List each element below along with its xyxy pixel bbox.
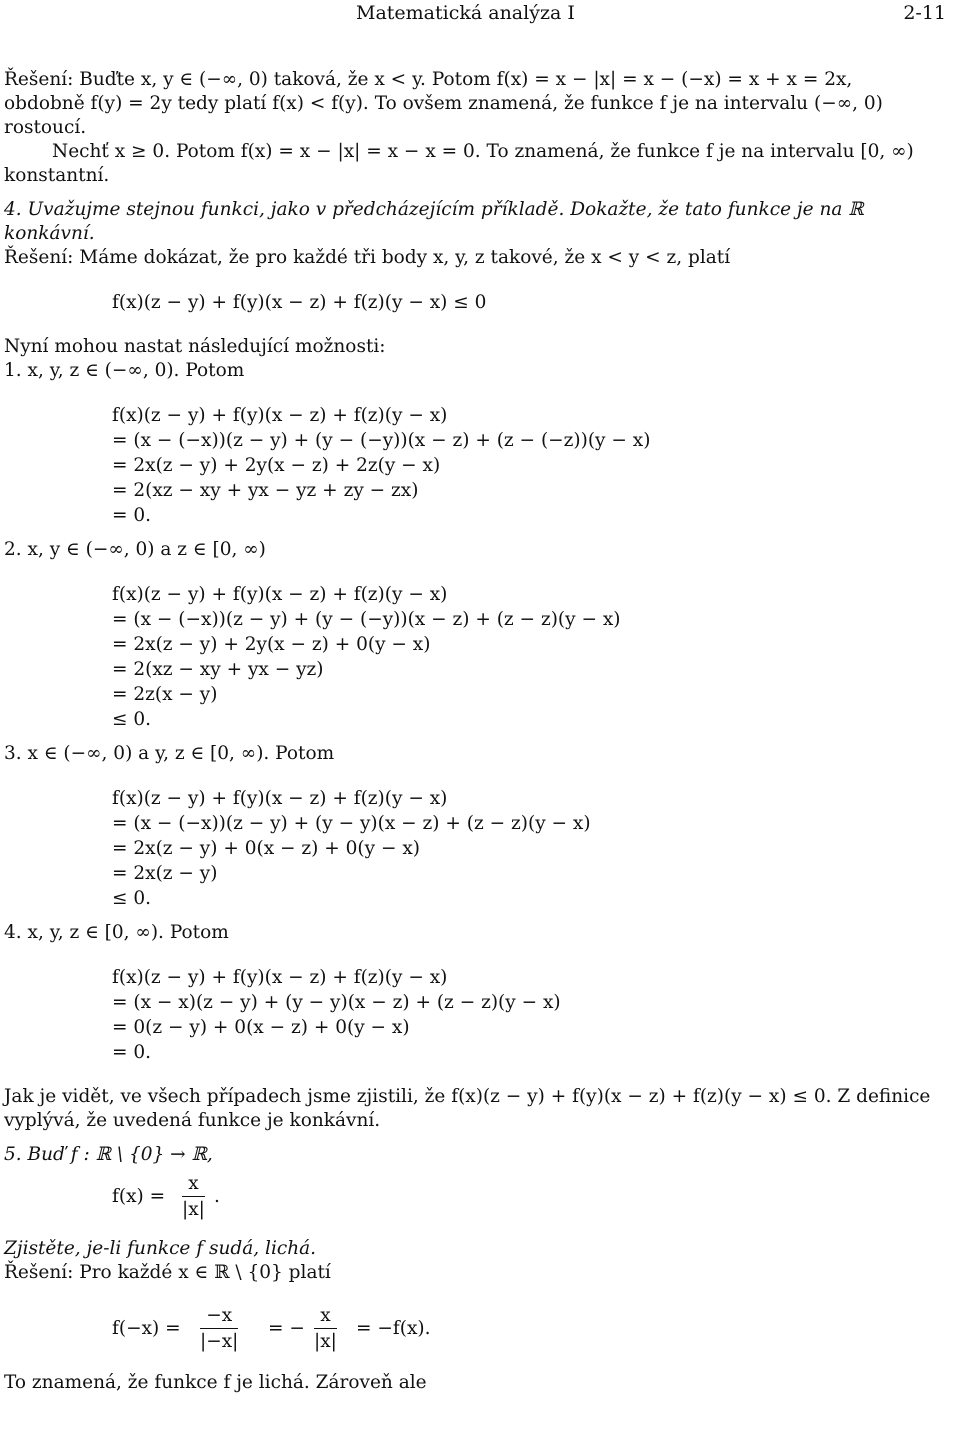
equation-lhs: f(−x) =: [112, 1318, 181, 1339]
definition-period: .: [214, 1186, 220, 1207]
case-2-derivation-line: ≤ 0.: [112, 709, 152, 730]
case-3-title: 3. x ∈ (−∞, 0) a y, z ∈ [0, ∞). Potom: [4, 743, 335, 764]
fraction-denominator: |−x|: [200, 1331, 239, 1352]
case-1-derivation-line: = 2x(z − y) + 2y(x − z) + 2z(y − x): [112, 455, 441, 476]
exercise-5-question: Zjistěte, je-li funkce f sudá, lichá.: [4, 1238, 317, 1259]
final-line: To znamená, že funkce f je lichá. Zároveň ale: [4, 1372, 427, 1393]
equation-fraction-2: [314, 1305, 337, 1354]
exercise-4-inequality: f(x)(z − y) + f(y)(x − z) + f(z)(y − x) ≤ 0: [112, 292, 487, 313]
case-3-derivation-line: = 2x(z − y) + 0(x − z) + 0(y − x): [112, 838, 421, 859]
case-1-derivation-line: = (x − (−x))(z − y) + (y − (−y))(x − z) + (z − (−z))(y − x): [112, 430, 651, 451]
exercise-4-solution-intro: Řešení: Máme dokázat, že pro každé tři body x, y, z takové, že x < y < z, platí: [4, 247, 731, 268]
case-2-derivation-line: = 2(xz − xy + yx − yz): [112, 659, 324, 680]
case-1-derivation-line: f(x)(z − y) + f(y)(x − z) + f(z)(y − x): [112, 405, 448, 426]
case-3-derivation-line: ≤ 0.: [112, 888, 152, 909]
exercise-4-task: 4. Uvažujme stejnou funkci, jako v předcházejícím příkladě. Dokažte, že tato funkce je na ℝ konkávní.: [4, 199, 864, 244]
conclusion-line: Jak je vidět, ve všech případech jsme zjistili, že f(x)(z − y) + f(y)(x − z) + f(z)(y − x) ≤ 0. Z definice: [4, 1086, 931, 1107]
exercise-5-task: 5. Buď f : ℝ \ {0} → ℝ,: [4, 1144, 213, 1165]
equation-middle: = −: [268, 1318, 305, 1339]
case-1-title: 1. x, y, z ∈ (−∞, 0). Potom: [4, 360, 245, 381]
conclusion-line: vyplývá, že uvedená funkce je konkávní.: [4, 1110, 381, 1131]
solution-paragraph-line: rostoucí.: [4, 117, 87, 138]
running-header-title: Matematická analýza I: [356, 2, 575, 24]
equation-fraction-1: [200, 1305, 238, 1354]
case-2-derivation-line: = (x − (−x))(z − y) + (y − (−y))(x − z) + (z − z)(y − x): [112, 609, 621, 630]
case-2-derivation-line: = 2z(x − y): [112, 684, 218, 705]
case-3-derivation-line: = 2x(z − y): [112, 863, 218, 884]
case-3-derivation-line: = (x − (−x))(z − y) + (y − y)(x − z) + (z − z)(y − x): [112, 813, 591, 834]
case-2-derivation-line: f(x)(z − y) + f(y)(x − z) + f(z)(y − x): [112, 584, 448, 605]
case-4-title: 4. x, y, z ∈ [0, ∞). Potom: [4, 922, 229, 943]
page-number: 2-11: [903, 2, 946, 24]
case-3-derivation-line: f(x)(z − y) + f(y)(x − z) + f(z)(y − x): [112, 788, 448, 809]
case-2-title: 2. x, y ∈ (−∞, 0) a z ∈ [0, ∞): [4, 539, 266, 560]
cases-intro: Nyní mohou nastat následující možnosti:: [4, 336, 386, 357]
case-2-derivation-line: = 2x(z − y) + 2y(x − z) + 0(y − x): [112, 634, 431, 655]
solution-paragraph-line: konstantní.: [4, 165, 110, 186]
case-1-derivation-line: = 2(xz − xy + yx − yz + zy − zx): [112, 480, 419, 501]
solution-paragraph-line: Nechť x ≥ 0. Potom f(x) = x − |x| = x − x = 0. To znamená, že funkce f je na intervalu [0, ∞): [52, 141, 914, 162]
fraction-numerator: x: [314, 1305, 337, 1329]
case-4-derivation-line: f(x)(z − y) + f(y)(x − z) + f(z)(y − x): [112, 967, 448, 988]
case-4-derivation-line: = 0.: [112, 1042, 152, 1063]
exercise-5-solution-intro: Řešení: Pro každé x ∈ ℝ \ {0} platí: [4, 1262, 331, 1283]
definition-fraction: [182, 1173, 205, 1222]
fraction-denominator: |x|: [182, 1199, 205, 1220]
exercise-5-definition: [4, 1167, 952, 1227]
case-1-derivation-line: = 0.: [112, 505, 152, 526]
solution-paragraph-line: obdobně f(y) = 2y tedy platí f(x) < f(y). To ovšem znamená, že funkce f je na intervalu (−∞, 0): [4, 93, 883, 114]
definition-lhs: f(x) =: [112, 1186, 166, 1207]
case-4-derivation-line: = (x − x)(z − y) + (y − y)(x − z) + (z − z)(y − x): [112, 992, 561, 1013]
fraction-numerator: −x: [200, 1305, 238, 1329]
solution-paragraph-line: Řešení: Buďte x, y ∈ (−∞, 0) taková, že x < y. Potom f(x) = x − |x| = x − (−x) = x + x = 2x,: [4, 69, 853, 90]
page-content: [4, 68, 952, 1395]
fraction-numerator: x: [182, 1173, 205, 1197]
case-4-derivation-line: = 0(z − y) + 0(x − z) + 0(y − x): [112, 1017, 410, 1038]
exercise-5-parity-equation: [4, 1295, 952, 1361]
equation-rhs: = −f(x).: [356, 1318, 431, 1339]
fraction-denominator: |x|: [314, 1331, 337, 1352]
